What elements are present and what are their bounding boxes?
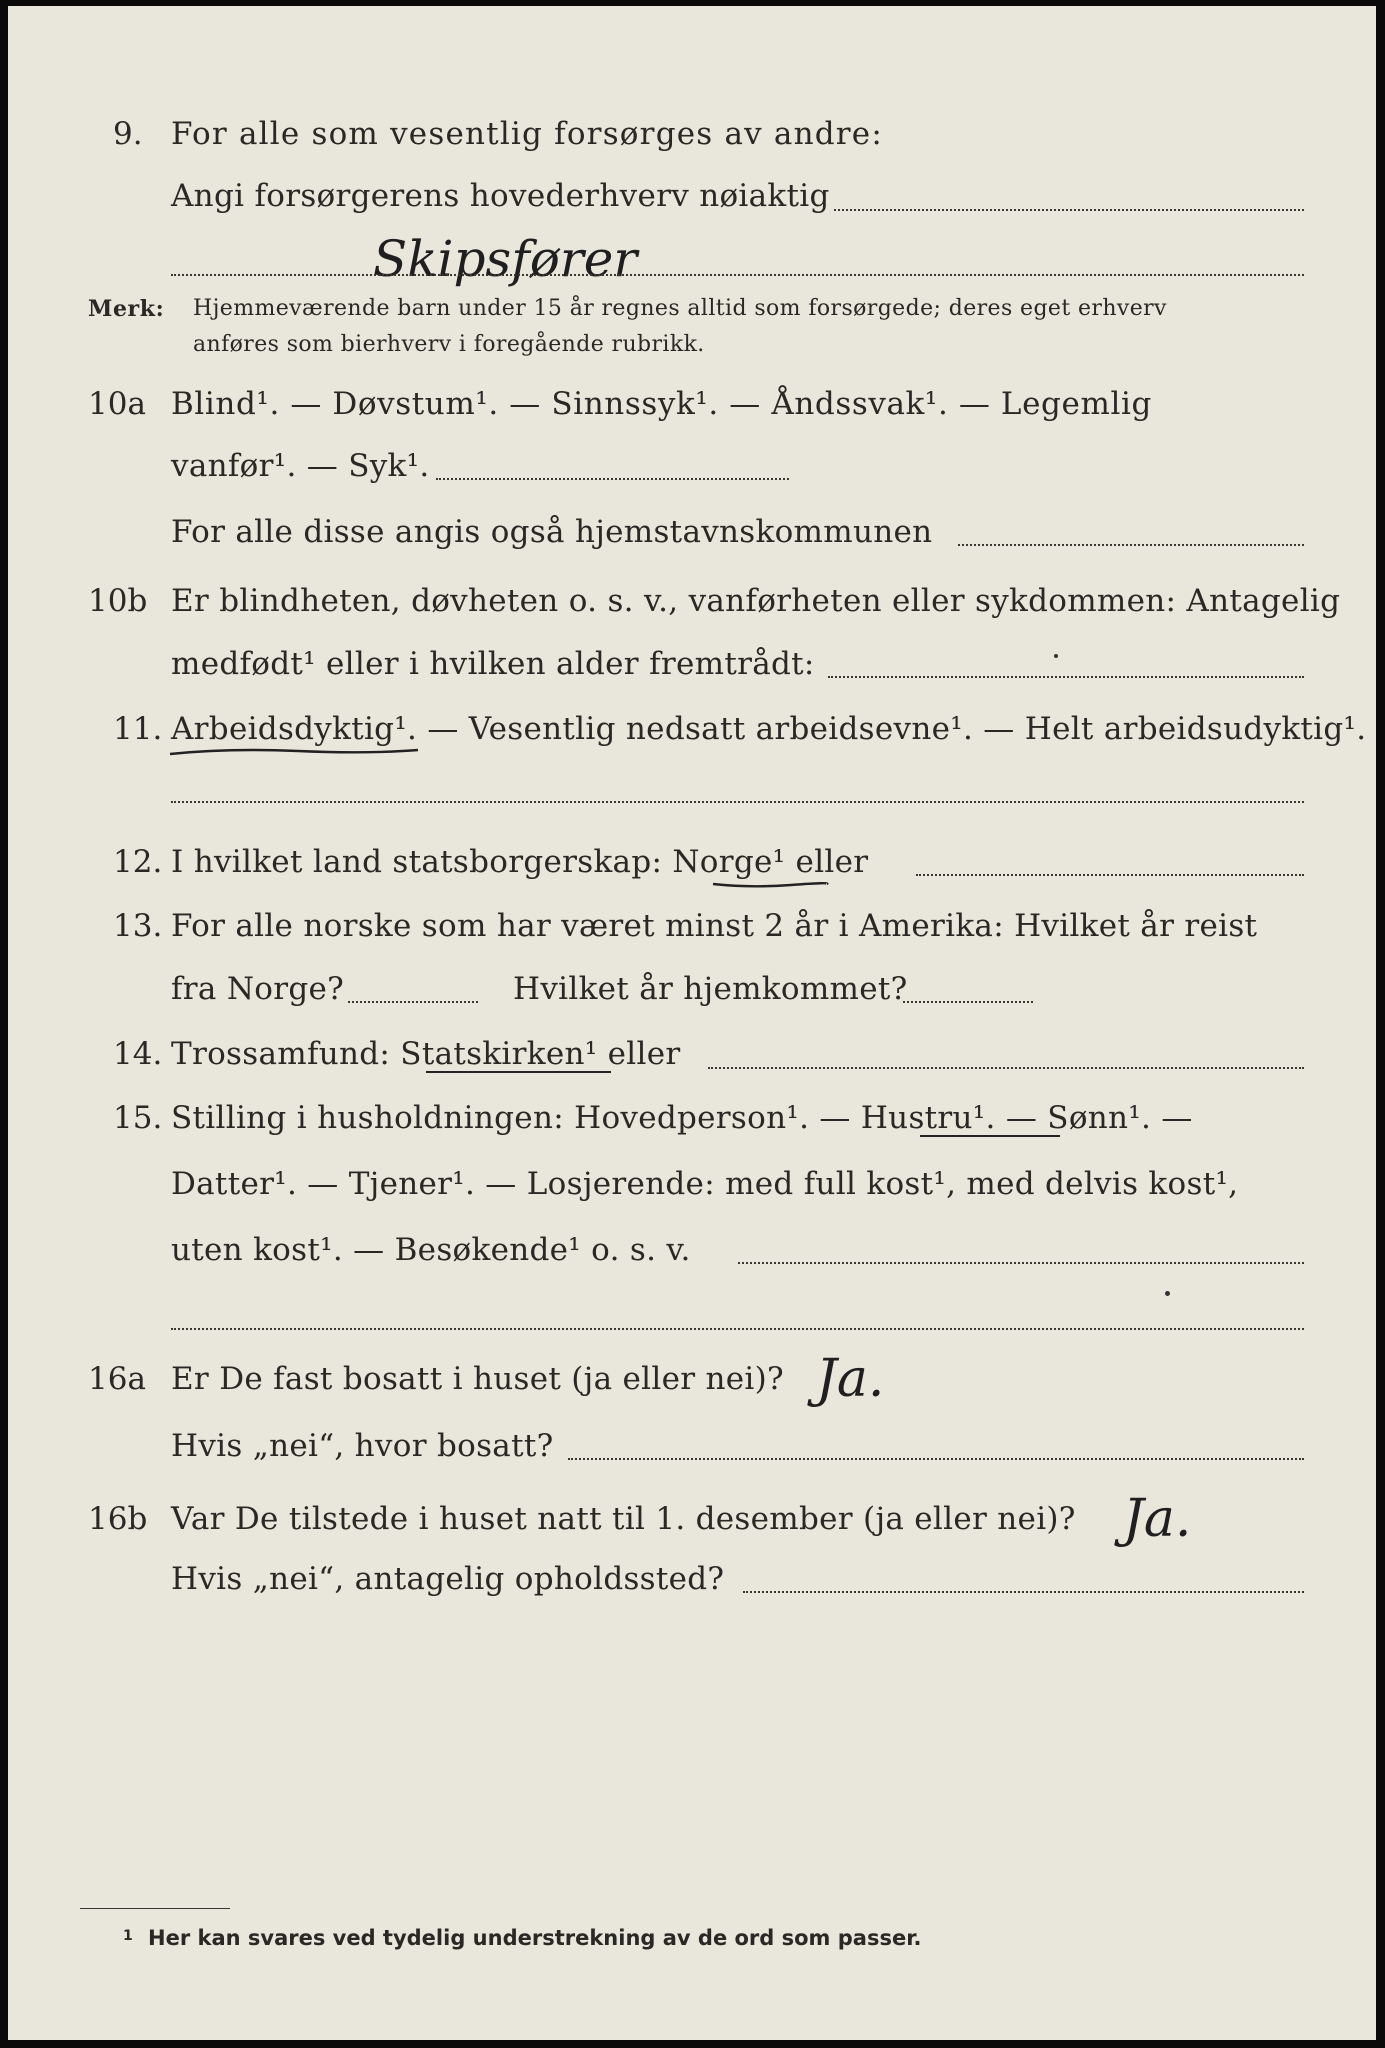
q10b-line2: medfødt¹ eller i hvilken alder fremtrådt:	[171, 646, 815, 682]
q13-line1: For alle norske som har været minst 2 år i Amerika: Hvilket år reist	[171, 908, 1258, 944]
q10a-line1: Blind¹. — Døvstum¹. — Sinnssyk¹. — Åndssvak¹. — Legemlig	[171, 386, 1152, 422]
q11-line1: Arbeidsdyktig¹. — Vesentlig nedsatt arbeidsevne¹. — Helt arbeidsudyktig¹.	[171, 711, 1367, 747]
q10a-number: 10a	[88, 386, 146, 422]
q10a-line3-dots	[958, 544, 1304, 546]
svg-text:Ja.: Ja.	[1123, 1489, 1192, 1549]
q9-line2-dots	[834, 209, 1304, 211]
q16a-number: 16a	[88, 1361, 146, 1397]
q10a-line2: vanfør¹. — Syk¹.	[171, 448, 430, 484]
q16a-answer-handwriting	[816, 1336, 976, 1456]
q15-line2: Datter¹. — Tjener¹. — Losjerende: med full kost¹, med delvis kost¹,	[171, 1166, 1239, 1202]
q13-line2a: fra Norge?	[171, 971, 345, 1007]
q16a-line2: Hvis „nei“, hvor bosatt?	[171, 1428, 554, 1464]
q12-dots	[916, 874, 1304, 876]
q9-line2: Angi forsørgerens hovederhverv nøiaktig	[171, 178, 830, 214]
census-form-page	[8, 6, 1376, 2040]
q10b-line1: Er blindheten, døvheten o. s. v., vanførheten eller sykdommen: Antagelig	[171, 583, 1341, 619]
q15-number: 15.	[113, 1100, 163, 1136]
q14-dots	[708, 1067, 1304, 1069]
q15-answer-dots	[171, 1328, 1304, 1330]
q13-number: 13.	[113, 908, 163, 944]
q14-line1: Trossamfund: Statskirken¹ eller	[171, 1036, 681, 1072]
q13-line2b: Hvilket år hjemkommet?	[513, 971, 908, 1007]
svg-text:Ja.: Ja.	[816, 1349, 885, 1409]
q16a-line1: Er De fast bosatt i huset (ja eller nei)?	[171, 1361, 784, 1397]
q16a-line2-dots	[568, 1458, 1304, 1460]
q9-answer-handwriting	[373, 224, 723, 304]
q11-answer-dots	[171, 801, 1304, 803]
q16b-line1: Var De tilstede i huset natt til 1. desember (ja eller nei)?	[171, 1501, 1076, 1537]
q10a-line3: For alle disse angis også hjemstavnskommunen	[171, 514, 933, 550]
q10b-number: 10b	[88, 583, 148, 619]
q12-line1: I hvilket land statsborgerskap: Norge¹ eller	[171, 844, 869, 880]
stray-dot	[1165, 1291, 1170, 1296]
q14-number: 14.	[113, 1036, 163, 1072]
q12-underline-mark	[711, 876, 831, 896]
q16b-line2-dots	[743, 1591, 1304, 1593]
merk-label: Merk:	[88, 296, 165, 322]
stray-dot	[1054, 654, 1058, 658]
q16b-line2: Hvis „nei“, antagelig opholdssted?	[171, 1561, 725, 1597]
q11-number: 11.	[113, 711, 163, 747]
q15-line3-dots	[738, 1262, 1304, 1264]
footnote-text: Her kan svares ved tydelig understrekning av de ord som passer.	[148, 1926, 922, 1950]
q16b-number: 16b	[88, 1501, 148, 1537]
svg-text:Skipsfører: Skipsfører	[373, 230, 638, 288]
q9-line1: For alle som vesentlig forsørges av andre:	[171, 116, 883, 152]
merk-line2: anføres som bierhverv i foregående rubrikk.	[193, 332, 705, 357]
footnote-rule	[80, 1908, 230, 1909]
q15-line3: uten kost¹. — Besøkende¹ o. s. v.	[171, 1232, 691, 1268]
q9-answer-dots	[171, 274, 1304, 276]
q15-underline-mark	[920, 1135, 1060, 1137]
q10a-line2-dots	[436, 478, 789, 480]
q13-line2a-dots	[348, 1001, 478, 1003]
q14-underline-mark	[426, 1071, 611, 1073]
q12-number: 12.	[113, 844, 163, 880]
q16b-answer-handwriting	[1123, 1476, 1273, 1596]
q9-number: 9.	[113, 116, 143, 152]
q15-line1: Stilling i husholdningen: Hovedperson¹. — Hustru¹. — Sønn¹. —	[171, 1100, 1193, 1136]
q10b-line2-dots	[828, 676, 1304, 678]
q11-underline-mark	[168, 744, 428, 764]
q13-line2b-dots	[903, 1001, 1033, 1003]
footnote-mark: 1	[123, 1928, 133, 1944]
merk-line1: Hjemmeværende barn under 15 år regnes alltid som forsørgede; deres eget erhverv	[193, 296, 1167, 321]
